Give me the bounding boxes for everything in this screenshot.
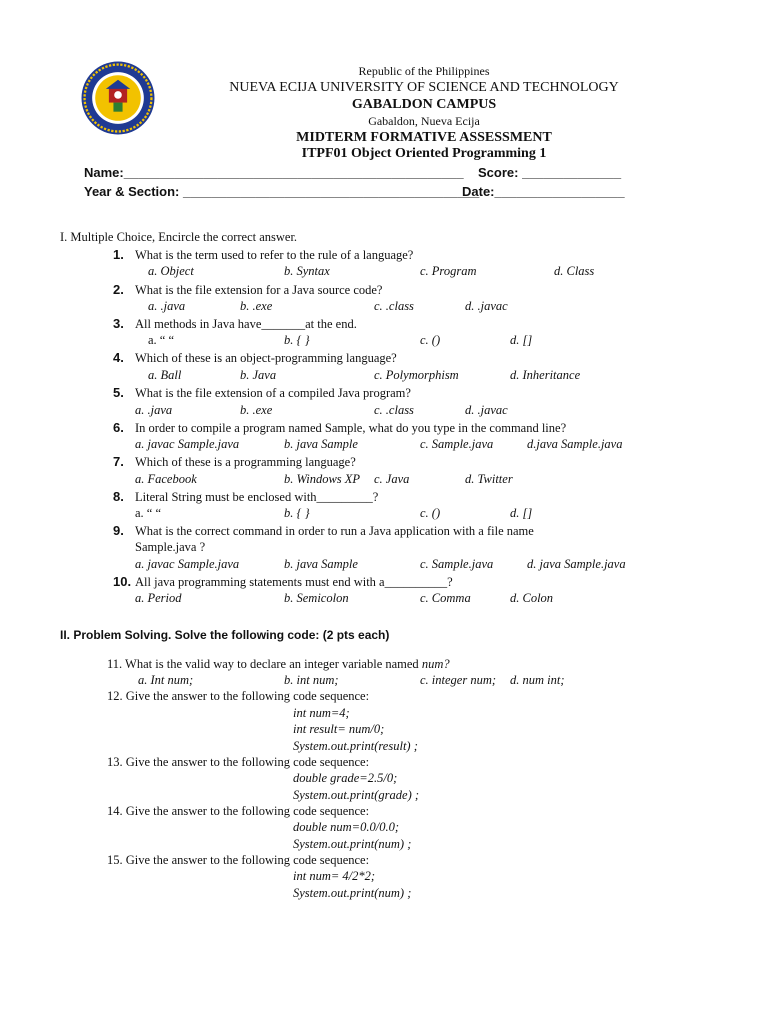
option-d: d. .javac (465, 403, 508, 417)
option-d: d. Twitter (465, 472, 513, 486)
question-text: 13. Give the answer to the following code sequence: (107, 755, 370, 769)
question-text: Literal String must be enclosed with_________? (135, 490, 379, 504)
option-a: a. javac Sample.java (135, 437, 240, 451)
question-text-continued: Sample.java ? (135, 540, 206, 554)
option-a: a. Int num; (138, 673, 194, 687)
question-number: 7. (113, 454, 124, 469)
course-title: ITPF01 Object Oriented Programming 1 (301, 146, 547, 161)
exam-title: MIDTERM FORMATIVE ASSESSMENT (296, 130, 552, 145)
code-line: double num=0.0/0.0; (293, 820, 399, 834)
option-a: a. .java (135, 403, 173, 417)
option-b: b. Syntax (284, 264, 330, 278)
option-c: c. Sample.java (420, 557, 494, 571)
code-line: System.out.print(grade) ; (293, 788, 420, 802)
question-number: 2. (113, 282, 124, 297)
question-number: 9. (113, 523, 124, 538)
option-a: a. Object (148, 264, 194, 278)
option-b: b. java Sample (284, 557, 358, 571)
code-line: double grade=2.5/0; (293, 771, 398, 785)
code-line: System.out.print(result) ; (293, 739, 418, 753)
option-b: b. java Sample (284, 437, 358, 451)
question-number: 8. (113, 489, 124, 504)
option-a: a. .java (148, 299, 186, 313)
option-b: b. Windows XP (284, 472, 361, 486)
option-b: b. Java (240, 368, 277, 382)
option-d: d. [] (510, 333, 533, 347)
option-b: b. .exe (240, 299, 273, 313)
option-a: a. “ “ (135, 506, 162, 520)
header-republic: Republic of the Philippines (358, 64, 490, 78)
header-university: NUEVA ECIJA UNIVERSITY OF SCIENCE AND TECHNOLOGY (229, 80, 619, 95)
name-field: Name:_______________________________________________ (84, 165, 464, 180)
question-text: What is the file extension of a compiled Java program? (135, 386, 411, 400)
question-text: 12. Give the answer to the following code sequence: (107, 689, 370, 703)
option-c: c. Comma (420, 591, 471, 605)
option-c: c. () (420, 333, 441, 347)
option-a: a. Period (135, 591, 182, 605)
option-c: c. .class (374, 299, 414, 313)
question-text: Which of these is an object-programming language? (135, 351, 397, 365)
header-address: Gabaldon, Nueva Ecija (368, 114, 480, 128)
question-text: All methods in Java have_______at the end. (135, 317, 357, 331)
option-c: c. .class (374, 403, 414, 417)
question-text: 14. Give the answer to the following code sequence: (107, 804, 370, 818)
question-text: What is the file extension for a Java source code? (135, 283, 383, 297)
question-text: In order to compile a program named Sample, what do you type in the command line? (135, 421, 567, 435)
section1-heading: I. Multiple Choice, Encircle the correct answer. (60, 230, 298, 244)
option-b: b. Semicolon (284, 591, 349, 605)
score-blank: _________ (556, 165, 622, 180)
question-number: 5. (113, 385, 124, 400)
question-text: Which of these is a programming language? (135, 455, 356, 469)
option-a: a. javac Sample.java (135, 557, 240, 571)
option-b: b. int num; (284, 673, 339, 687)
option-c: c. Sample.java (420, 437, 494, 451)
score-field: Score: _____ (478, 165, 559, 180)
code-line: System.out.print(num) ; (293, 837, 412, 851)
option-d: d. [] (510, 506, 533, 520)
code-line: int result= num/0; (293, 722, 385, 736)
section2-heading: II. Problem Solving. Solve the following code: (2 pts each) (60, 628, 390, 642)
year-section-field: Year & Section: _________________________________________ (84, 184, 480, 199)
question-text: 15. Give the answer to the following code sequence: (107, 853, 370, 867)
option-d: d. num int; (510, 673, 565, 687)
option-a: a. Facebook (135, 472, 197, 486)
question-number: 10. (113, 574, 132, 589)
question-number: 6. (113, 420, 124, 435)
question-text: What is the correct command in order to run a Java application with a file name (135, 524, 534, 538)
option-c: c. Java (374, 472, 410, 486)
option-b: b. { } (284, 506, 310, 520)
option-c: c. Polymorphism (374, 368, 459, 382)
question-number: 3. (113, 316, 124, 331)
question-number: 4. (113, 350, 124, 365)
question-text: All java programming statements must end with a__________? (135, 575, 453, 589)
option-c: c. Program (420, 264, 477, 278)
question-text: 11. What is the valid way to declare an integer variable named num? (107, 657, 450, 671)
option-d: d. Class (554, 264, 595, 278)
code-line: int num=4; (293, 706, 350, 720)
option-a: a. “ “ (148, 333, 175, 347)
question-text: What is the term used to refer to the rule of a language? (135, 248, 414, 262)
code-line: System.out.print(num) ; (293, 886, 412, 900)
option-d: d. Inheritance (510, 368, 581, 382)
code-line: int num= 4/2*2; (293, 869, 376, 883)
option-c: c. () (420, 506, 441, 520)
option-d: d. .javac (465, 299, 508, 313)
question-number: 1. (113, 247, 124, 262)
option-b: b. .exe (240, 403, 273, 417)
header-campus: GABALDON CAMPUS (351, 97, 497, 112)
option-b: b. { } (284, 333, 310, 347)
option-c: c. integer num; (420, 673, 497, 687)
date-field: Date:__________________ (462, 184, 625, 199)
option-d: d.java Sample.java (527, 437, 623, 451)
option-d: d. java Sample.java (527, 557, 626, 571)
option-a: a. Ball (148, 368, 182, 382)
option-d: d. Colon (510, 591, 554, 605)
